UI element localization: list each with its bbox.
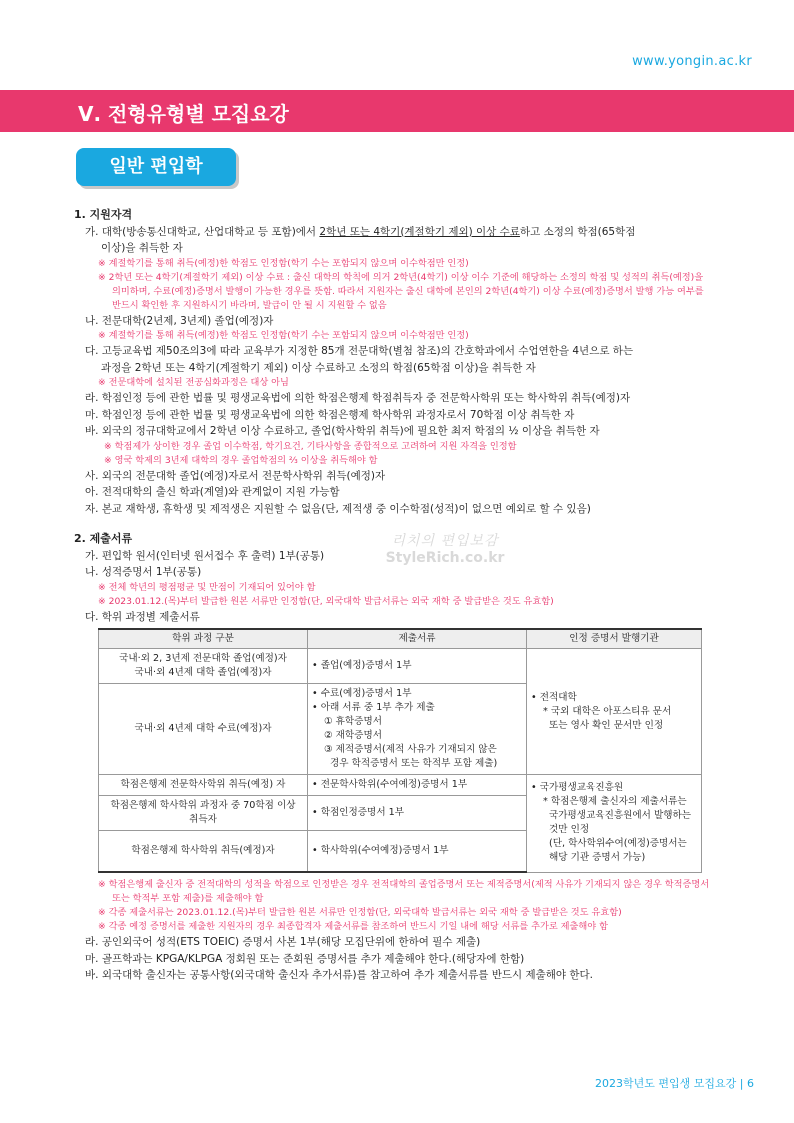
table-header-row	[99, 629, 702, 649]
table-cell-institution	[527, 649, 702, 775]
subsection-title: 일반 편입학	[109, 156, 203, 177]
table-cell-course: 학점은행제 전문학사학위 취득(예정) 자	[99, 775, 308, 796]
institution-label: • 전적대학	[531, 691, 577, 703]
table-cell-institution	[527, 775, 702, 873]
institution-note: 것만 인정	[549, 824, 590, 836]
docs-label: ③ 제적증명서(제적 사유가 기재되지 않은	[324, 744, 497, 755]
qualification-ga-note1: ※ 계절학기를 통해 취득(예정)한 학점도 인정함(학기 수는 포함되지 않으며 이수학점만 인정)	[98, 257, 469, 269]
documents-item-ba: 바. 외국대학 출신자는 공통사항(외국대학 출신자 추가서류)를 참고하여 추가 제출서류를 반드시 제출해야 한다.	[85, 969, 594, 981]
table-cell-course: 국내·외 4년제 대학 수료(예정)자	[99, 684, 308, 775]
qualification-heading: 1. 지원자격	[74, 208, 133, 221]
qualification-ga-text: 가. 대학(방송통신대학교, 산업대학교 등 포함)에서	[85, 225, 320, 238]
institution-note: 또는 영사 확인 문서만 인정	[549, 719, 664, 731]
qualification-item-sa: 사. 외국의 전문대학 졸업(예정)자로서 전문학사학위 취득(예정)자	[85, 469, 386, 482]
main-content	[74, 205, 710, 984]
course-label: 취득자	[189, 814, 217, 825]
documents-heading: 2. 제출서류	[74, 532, 133, 545]
institution-note: 해당 기관 증명서 가능)	[549, 852, 646, 864]
table-cell-docs: • 졸업(예정)증명서 1부	[308, 649, 527, 684]
qualification-item-ma: 마. 학점인정 등에 관한 법률 및 평생교육법에 의한 학점은행제 학사학위 과정자로서 70학점 이상 취득한 자	[85, 408, 575, 421]
qualification-ba-note2: ※ 영국 학제의 3년제 대학의 경우 졸업학점의 ⅔ 이상을 취득해야 함	[104, 454, 378, 466]
qualification-item-ga	[74, 224, 710, 241]
qualification-item-a: 아. 전적대학의 출신 학과(계열)와 관계없이 지원 가능함	[85, 486, 340, 498]
qualification-ga-note2: ※ 2학년 또는 4학기(계절학기 제외) 이상 수료 : 출신 대학의 학칙에 의거 2학년(4학기) 이상 이수 기준에 해당하는 소정의 학점 및 성적의 취득(예정)을 의미하며, 수료(예정)증명서 발행이 가능한 경우를 뜻함. 따라서 지원자는 출신 대학에 본인의 2학년(4학기) 이상 수료(예정)증명서 발행 가능 여부를 반드시 확인한 후 지원하시기 바라며, 발급이 안 될 시 지원할 수 없음	[98, 271, 704, 311]
institution-note: * 국외 대학은 아포스티유 문서	[543, 705, 672, 717]
docs-label: ① 휴학증명서	[324, 716, 382, 727]
qualification-item-da: 다. 고등교육법 제50조의3에 따라 교육부가 지정한 85개 전문대학(별첨 참조)의 간호학과에서 수업연한을 4년으로 하는	[85, 345, 634, 357]
table-cell-docs: • 학점인정증명서 1부	[308, 796, 527, 831]
docs-label: 경우 학적증명서 또는 학적부 포함 제출)	[330, 758, 498, 769]
documents-note2: ※ 각종 제출서류는 2023.01.12.(목)부터 발급한 원본 서류만 인정함(단, 외국대학 발급서류는 외국 재학 중 발급받은 것도 유효함)	[98, 907, 622, 918]
docs-label: ② 재학증명서	[324, 730, 382, 741]
table-header-institution: 인정 증명서 발행기관	[527, 629, 702, 649]
docs-label: • 수료(예정)증명서 1부	[312, 688, 412, 699]
documents-item-ma: 마. 골프학과는 KPGA/KLPGA 정회원 또는 준회원 증명서를 추가 제출해야 한다.(해당자에 한함)	[85, 952, 525, 965]
course-label: 국내·외 4년제 대학 졸업(예정)자	[134, 667, 272, 678]
documents-item-na: 나. 성적증명서 1부(공통)	[85, 566, 202, 578]
documents-item-da: 다. 학위 과정별 제출서류	[85, 610, 200, 623]
table-cell-docs: • 전문학사학위(수여예정)증명서 1부	[308, 775, 527, 796]
page-footer: 2023학년도 편입생 모집요강 | 6	[595, 1077, 754, 1090]
table-row	[99, 775, 702, 796]
section-title-bar	[0, 90, 794, 132]
qualification-ba-note1: ※ 학점제가 상이한 경우 졸업 이수학점, 학기요건, 기타사항을 종합적으로 고려하여 지원 자격을 인정함	[104, 440, 517, 452]
qualification-ga-text-end: 하고 소정의 학점(65학점	[519, 225, 636, 238]
qualification-item-na: 나. 전문대학(2년제, 3년제) 졸업(예정)자	[85, 314, 274, 327]
docs-label: • 아래 서류 중 1부 추가 제출	[312, 702, 435, 713]
qualification-item-ja: 자. 본교 재학생, 휴학생 및 제적생은 지원할 수 없음(단, 제적생 중 이수학점(성적)이 없으면 예외로 할 수 있음)	[85, 502, 591, 515]
documents-note3: ※ 각종 예정 증명서를 제출한 지원자의 경우 최종합격자 제출서류를 참조하여 반드시 기일 내에 해당 서류를 추가로 제출해야 함	[98, 921, 608, 932]
documents-na-note2: ※ 2023.01.12.(목)부터 발급한 원본 서류만 인정함(단, 외국대학 발급서류는 외국 재학 중 발급받은 것도 유효함)	[98, 595, 554, 607]
watermark-line2: StyleRich.co.kr	[385, 550, 505, 566]
documents-item-ga: 가. 편입학 원서(인터넷 원서접수 후 출력) 1부(공통)	[85, 549, 325, 562]
course-label: 학점은행제 학사학위 과정자 중 70학점 이상	[110, 800, 296, 811]
table-cell-docs: • 학사학위(수여예정)증명서 1부	[308, 831, 527, 873]
table-cell-course	[99, 649, 308, 684]
qualification-da-line2: 과정을 2학년 또는 4학기(계절학기 제외) 이상 수료하고 소정의 학점(65학점 이상)을 취득한 자	[101, 361, 536, 374]
table-cell-course	[99, 796, 308, 831]
institution-label: • 국가평생교육진흥원	[531, 782, 624, 794]
table-header-course: 학위 과정 구분	[99, 629, 308, 649]
institution-note: (단, 학사학위수여(예정)증명서는	[549, 838, 687, 850]
documents-note1: ※ 학점은행제 출신자 중 전적대학의 성적을 학점으로 인정받은 경우 전적대학의 졸업증명서 또는 제적증명서(제적 사유가 기재되지 않은 경우 학적증명서 또는 학적부 포함 제출)를 제출해야 함	[98, 879, 710, 904]
table-row	[99, 649, 702, 684]
documents-na-note1: ※ 전체 학년의 평점평균 및 만점이 기재되어 있어야 함	[98, 581, 316, 593]
institution-note: 국가평생교육진흥원에서 발행하는	[549, 810, 692, 822]
table-header-docs: 제출서류	[308, 629, 527, 649]
watermark-line1: 리치의 편입보감	[391, 533, 499, 549]
documents-item-ra: 라. 공인외국어 성적(ETS TOEIC) 증명서 사본 1부(해당 모집단위에 한하여 필수 제출)	[85, 936, 481, 948]
course-label: 국내·외 2, 3년제 전문대학 졸업(예정)자	[119, 653, 287, 664]
qualification-na-note: ※ 계절학기를 통해 취득(예정)한 학점도 인정함(학기 수는 포함되지 않으며 이수학점만 인정)	[98, 330, 469, 341]
table-cell-course: 학점은행제 학사학위 취득(예정)자	[99, 831, 308, 873]
documents-table	[98, 628, 702, 873]
qualification-ga-line2: 이상)을 취득한 자	[101, 242, 183, 254]
table-cell-docs	[308, 684, 527, 775]
subsection-pill	[76, 148, 236, 186]
qualification-ga-underlined: 2학년 또는 4학기(계절학기 제외) 이상 수료	[319, 225, 520, 238]
qualification-item-ra: 라. 학점인정 등에 관한 법률 및 평생교육법에 의한 학점은행제 학점취득자 중 전문학사학위 또는 학사학위 취득(예정)자	[85, 392, 631, 404]
section-title: Ⅴ. 전형유형별 모집요강	[78, 102, 289, 126]
site-url[interactable]: www.yongin.ac.kr	[632, 54, 752, 69]
institution-note: * 학점은행제 출신자의 제출서류는	[543, 796, 687, 808]
qualification-item-ba: 바. 외국의 정규대학교에서 2학년 이상 수료하고, 졸업(학사학위 취득)에 필요한 최저 학점의 ½ 이상을 취득한 자	[85, 425, 600, 437]
qualification-da-note: ※ 전문대학에 설치된 전공심화과정은 대상 아님	[98, 377, 289, 388]
